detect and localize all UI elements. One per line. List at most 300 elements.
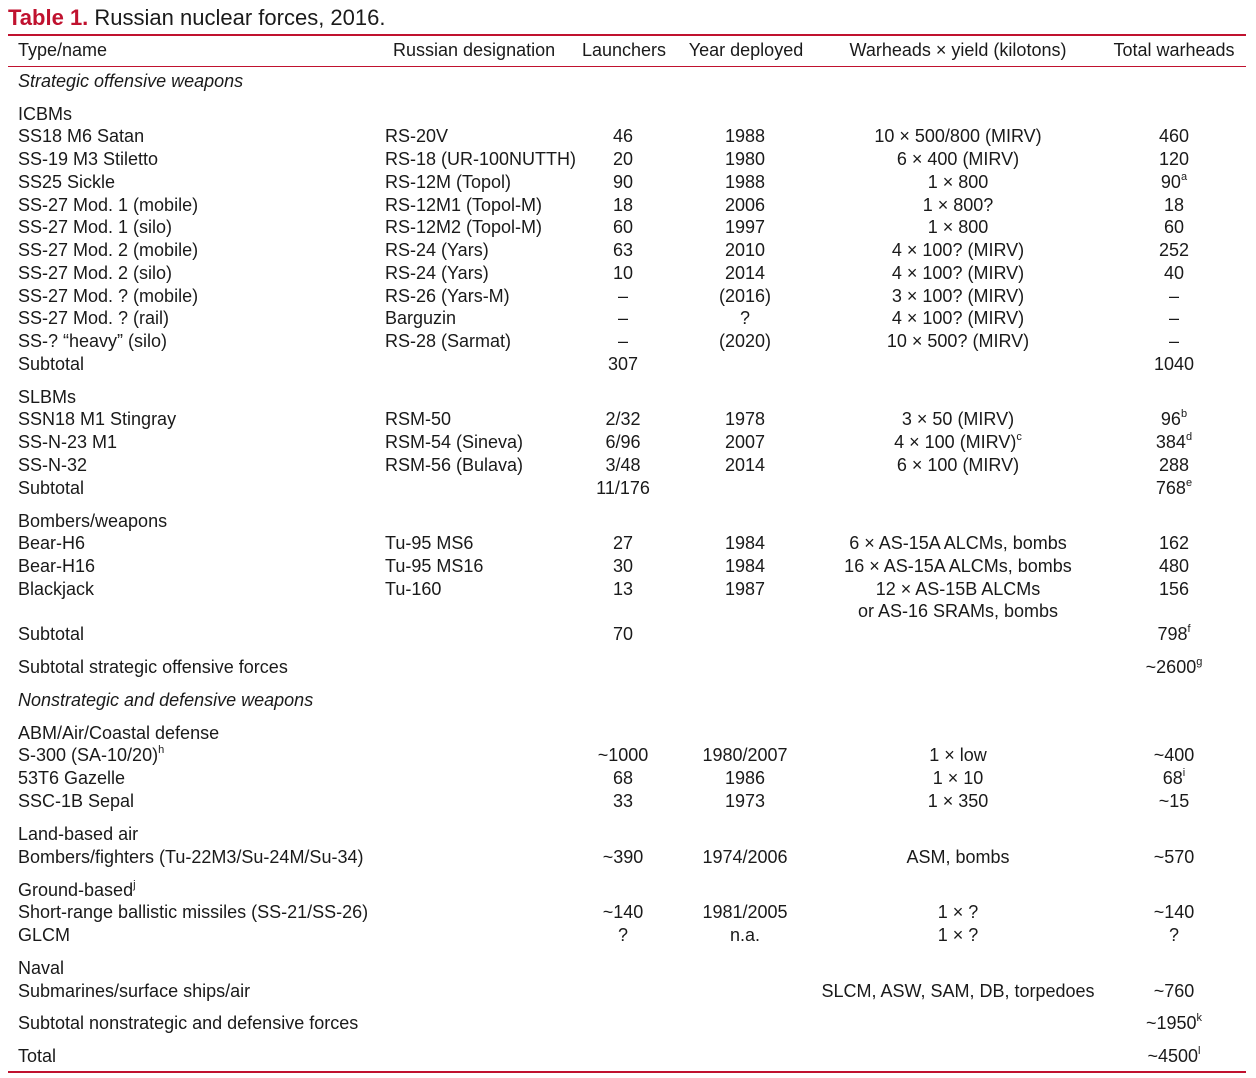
type-cell — [18, 386, 76, 409]
year-cell — [725, 408, 765, 431]
designation-cell — [385, 125, 448, 148]
year-cell-text: n.a. — [729, 925, 761, 945]
warheads-cell-text: 1 × 800? — [922, 195, 994, 215]
year-cell-text: 2007 — [724, 432, 766, 452]
launchers-cell-text: 30 — [612, 556, 634, 576]
total-cell-text: 460 — [1158, 126, 1190, 146]
designation-cell — [385, 578, 441, 601]
designation-cell-text: Tu-160 — [385, 579, 442, 599]
designation-cell — [385, 239, 489, 262]
warheads-cell — [938, 901, 979, 924]
year-cell — [725, 790, 765, 813]
column-header-total-warheads: Total warheads — [1113, 40, 1235, 60]
total-cell — [1154, 353, 1194, 376]
total-cell-text: – — [1168, 308, 1180, 328]
type-cell — [18, 744, 164, 767]
year-cell — [725, 239, 765, 262]
type-cell — [18, 790, 134, 813]
type-cell — [18, 510, 167, 533]
type-cell-text: Bear-H16 — [18, 556, 96, 576]
warheads-cell-text: 16 × AS-15A ALCMs, bombs — [844, 556, 1072, 576]
table-row — [0, 532, 1256, 555]
launchers-cell-text: 11/176 — [596, 478, 650, 498]
type-cell-text: Strategic offensive weapons — [18, 71, 244, 91]
type-cell — [18, 823, 138, 846]
table-row — [0, 262, 1256, 285]
total-cell-text: ~400 — [1153, 745, 1195, 765]
launchers-cell-text: 60 — [612, 217, 634, 237]
year-cell — [725, 216, 765, 239]
table-row — [0, 1012, 1256, 1035]
launchers-cell — [613, 148, 633, 171]
launchers-cell-text: ~1000 — [597, 745, 649, 765]
launchers-cell — [613, 623, 633, 646]
total-cell-text: 60 — [1163, 217, 1185, 237]
year-cell — [725, 578, 765, 601]
total-cell-text: 252 — [1158, 240, 1190, 260]
total-cell — [1159, 555, 1189, 578]
launchers-cell — [605, 431, 640, 454]
table-row — [0, 454, 1256, 477]
type-cell — [18, 924, 70, 947]
total-cell — [1159, 239, 1189, 262]
year-cell-text: ? — [739, 308, 751, 328]
warheads-cell-text: 12 × AS-15B ALCMs — [875, 579, 1041, 599]
type-cell-text: SS-27 Mod. 2 (mobile) — [18, 240, 199, 260]
total-cell — [1169, 924, 1179, 947]
type-cell — [18, 722, 219, 745]
launchers-cell — [603, 901, 644, 924]
type-cell-text: Nonstrategic and defensive weapons — [18, 690, 314, 710]
total-cell — [1154, 744, 1195, 767]
designation-cell — [385, 216, 542, 239]
type-cell — [18, 148, 158, 171]
total-cell-text: ~15 — [1158, 791, 1190, 811]
table-row — [0, 239, 1256, 262]
total-cell-text: 162 — [1158, 533, 1190, 553]
warheads-cell-text: 1 × 800 — [927, 217, 989, 237]
year-cell — [702, 744, 787, 767]
type-cell — [18, 307, 169, 330]
type-cell — [18, 70, 243, 93]
year-cell — [725, 555, 765, 578]
designation-cell-text: RS-12M (Topol) — [385, 172, 512, 192]
warheads-cell — [902, 408, 1014, 431]
table-row — [0, 125, 1256, 148]
total-cell-text: 120 — [1158, 149, 1190, 169]
type-cell-text: SS-27 Mod. ? (mobile) — [18, 286, 199, 306]
launchers-cell-text: 33 — [612, 791, 634, 811]
type-cell — [18, 532, 85, 555]
type-cell-text: Land-based air — [18, 824, 139, 844]
type-cell — [18, 846, 363, 869]
table-row — [0, 790, 1256, 813]
total-cell — [1156, 477, 1192, 500]
year-cell-text: (2016) — [718, 286, 772, 306]
year-cell-text: 1986 — [724, 768, 766, 788]
type-cell-text: SS-N-23 M1 — [18, 432, 118, 452]
type-cell-text: SS-N-32 — [18, 455, 88, 475]
designation-cell-text: Tu-95 MS16 — [385, 556, 484, 576]
warheads-cell-text: 4 × 100? (MIRV) — [891, 308, 1025, 328]
type-cell — [18, 454, 87, 477]
warheads-cell-text: ASM, bombs — [906, 847, 1010, 867]
warheads-cell — [892, 262, 1024, 285]
warheads-cell — [894, 431, 1022, 454]
type-cell — [18, 353, 84, 376]
total-cell-text: – — [1168, 286, 1180, 306]
warheads-cell — [892, 307, 1024, 330]
group-heading-row — [0, 823, 1256, 846]
launchers-cell-text: 13 — [612, 579, 634, 599]
table-row — [0, 477, 1256, 500]
warheads-cell — [933, 767, 984, 790]
group-heading-row — [0, 879, 1256, 902]
group-heading-row — [0, 386, 1256, 409]
year-cell — [725, 125, 765, 148]
designation-cell-text: Barguzin — [385, 308, 457, 328]
type-cell-text: SS25 Sickle — [18, 172, 116, 192]
warheads-cell-text: 1 × low — [929, 745, 987, 765]
launchers-cell — [613, 532, 633, 555]
type-cell — [18, 408, 176, 431]
type-cell-text: SSC-1B Sepal — [18, 791, 135, 811]
total-cell — [1157, 623, 1190, 646]
table-row — [0, 353, 1256, 376]
designation-cell-text: RS-28 (Sarmat) — [385, 331, 512, 351]
year-cell — [725, 148, 765, 171]
launchers-cell-text: 68 — [612, 768, 634, 788]
warheads-cell — [887, 330, 1029, 353]
launchers-cell-text: 90 — [612, 172, 634, 192]
launchers-cell-text: 27 — [612, 533, 634, 553]
launchers-cell — [613, 125, 633, 148]
launchers-cell-text: 2/32 — [605, 409, 641, 429]
warheads-cell-text: 10 × 500/800 (MIRV) — [874, 126, 1042, 146]
table-row — [0, 408, 1256, 431]
type-cell — [18, 623, 84, 646]
warheads-cell-text: 4 × 100? (MIRV) — [891, 263, 1025, 283]
year-cell-text: 1980 — [724, 149, 766, 169]
year-cell-text: 1981/2005 — [702, 902, 788, 922]
total-cell-text: 384 — [1155, 432, 1186, 452]
warheads-cell — [928, 790, 989, 813]
launchers-cell — [605, 454, 640, 477]
total-cell — [1154, 846, 1195, 869]
section-heading-row — [0, 70, 1256, 93]
table-row — [0, 600, 1256, 623]
launchers-cell-text: 6/96 — [605, 432, 641, 452]
total-cell — [1163, 767, 1185, 790]
type-cell-text: 53T6 Gazelle — [18, 768, 126, 788]
type-cell-text: SS-? “heavy” (silo) — [18, 331, 168, 351]
total-cell — [1164, 216, 1184, 239]
total-cell-text: ~140 — [1153, 902, 1195, 922]
type-cell-text: Ground-based — [18, 880, 134, 900]
total-cell-text: ~2600 — [1145, 657, 1197, 677]
warheads-cell-text: SLCM, ASW, SAM, DB, torpedoes — [821, 981, 1095, 1001]
type-cell-text: SLBMs — [18, 387, 77, 407]
total-cell-text: 90 — [1160, 172, 1181, 192]
type-cell — [18, 125, 144, 148]
total-cell — [1169, 307, 1179, 330]
type-cell — [18, 330, 167, 353]
designation-cell — [385, 330, 511, 353]
type-cell-text: SSN18 M1 Stingray — [18, 409, 177, 429]
table-caption — [8, 4, 385, 32]
table-row — [0, 623, 1256, 646]
warheads-cell-text: 10 × 500? (MIRV) — [886, 331, 1030, 351]
designation-cell-text: RS-20V — [385, 126, 449, 146]
group-heading-row — [0, 957, 1256, 980]
total-cell — [1154, 980, 1195, 1003]
warheads-cell — [938, 924, 979, 947]
designation-cell-text: Tu-95 MS6 — [385, 533, 474, 553]
type-cell-text: Subtotal — [18, 354, 85, 374]
column-header-launchers: Launchers — [581, 40, 667, 60]
year-cell-text: 2010 — [724, 240, 766, 260]
type-cell — [18, 689, 313, 712]
total-cell-text: 18 — [1163, 195, 1185, 215]
total-cell — [1164, 262, 1184, 285]
table-row — [0, 285, 1256, 308]
year-cell-text: 1974/2006 — [702, 847, 788, 867]
footnote-marker: j — [133, 879, 136, 891]
footnote-marker: d — [1185, 431, 1193, 443]
launchers-cell-text: 46 — [612, 126, 634, 146]
type-cell — [18, 656, 288, 679]
table-row — [0, 656, 1256, 679]
designation-cell — [385, 262, 489, 285]
type-cell — [18, 239, 198, 262]
type-cell-text: Subtotal strategic offensive forces — [18, 657, 288, 677]
table-row — [0, 307, 1256, 330]
designation-cell-text: RSM-50 — [385, 409, 452, 429]
type-cell — [18, 1045, 56, 1068]
type-cell — [18, 194, 198, 217]
warheads-cell — [892, 239, 1024, 262]
warheads-cell-text: 6 × 400 (MIRV) — [896, 149, 1020, 169]
column-header-warheads-yield: Warheads × yield (kilotons) — [849, 40, 1067, 60]
type-cell-text: Blackjack — [18, 579, 95, 599]
footnote-marker: f — [1187, 623, 1191, 635]
type-cell — [18, 285, 198, 308]
designation-cell — [385, 555, 483, 578]
launchers-cell-text: 307 — [607, 354, 639, 374]
year-cell-text: 1978 — [724, 409, 766, 429]
type-cell-text: SS18 M6 Satan — [18, 126, 145, 146]
total-cell-text: 68 — [1162, 768, 1183, 788]
warheads-cell-text: 1 × ? — [937, 902, 979, 922]
launchers-cell — [618, 285, 628, 308]
type-cell — [18, 555, 95, 578]
designation-cell — [385, 431, 523, 454]
warheads-cell-text: 6 × 100 (MIRV) — [896, 455, 1020, 475]
year-cell-text: (2020) — [718, 331, 772, 351]
type-cell — [18, 262, 172, 285]
table-row — [0, 216, 1256, 239]
type-cell-text: SS-27 Mod. ? (rail) — [18, 308, 170, 328]
total-cell — [1154, 901, 1195, 924]
launchers-cell — [613, 555, 633, 578]
designation-cell-text: RS-24 (Yars) — [385, 263, 489, 283]
designation-cell-text: RS-12M2 (Topol-M) — [385, 217, 543, 237]
warheads-cell-text: 1 × 10 — [932, 768, 984, 788]
footnote-marker: l — [1198, 1045, 1201, 1057]
warheads-cell-text: 1 × 350 — [927, 791, 989, 811]
launchers-cell — [605, 408, 640, 431]
year-cell — [725, 171, 765, 194]
designation-cell — [385, 307, 456, 330]
total-cell — [1159, 454, 1189, 477]
total-cell — [1156, 431, 1192, 454]
launchers-cell — [618, 924, 628, 947]
year-cell — [702, 901, 787, 924]
launchers-cell-text: 20 — [612, 149, 634, 169]
launchers-cell — [613, 262, 633, 285]
type-cell-text: S-300 (SA-10/20) — [18, 745, 159, 765]
type-cell — [18, 477, 84, 500]
launchers-cell-text: ~140 — [602, 902, 644, 922]
column-header-type: Type/name — [18, 40, 108, 60]
launchers-cell — [618, 307, 628, 330]
total-cell-text: 480 — [1158, 556, 1190, 576]
table-row — [0, 194, 1256, 217]
designation-cell-text: RS-12M1 (Topol-M) — [385, 195, 543, 215]
warheads-cell — [876, 578, 1041, 601]
warheads-cell — [928, 171, 989, 194]
footnote-marker: b — [1180, 408, 1188, 420]
warheads-cell — [928, 216, 989, 239]
total-cell-text: 96 — [1160, 409, 1181, 429]
warheads-cell-text: 4 × 100 (MIRV) — [894, 432, 1017, 452]
group-heading-row — [0, 722, 1256, 745]
table-row — [0, 171, 1256, 194]
type-cell — [18, 957, 64, 980]
year-cell-text: 1973 — [724, 791, 766, 811]
year-cell — [725, 532, 765, 555]
launchers-cell-text: 63 — [612, 240, 634, 260]
warheads-cell-text: 1 × 800 — [927, 172, 989, 192]
type-cell — [18, 980, 250, 1003]
type-cell-text: Naval — [18, 958, 65, 978]
warheads-cell-text: 1 × ? — [937, 925, 979, 945]
total-cell — [1164, 194, 1184, 217]
type-cell-text: Submarines/surface ships/air — [18, 981, 251, 1001]
designation-cell-text: RS-26 (Yars-M) — [385, 286, 510, 306]
table-row — [0, 555, 1256, 578]
type-cell-text: SS-19 M3 Stiletto — [18, 149, 159, 169]
year-cell — [725, 194, 765, 217]
year-cell — [725, 262, 765, 285]
warheads-cell — [821, 980, 1094, 1003]
total-cell-text: 40 — [1163, 263, 1185, 283]
launchers-cell — [618, 330, 628, 353]
year-cell — [725, 767, 765, 790]
launchers-cell-text: ~390 — [602, 847, 644, 867]
footnote-marker: a — [1180, 171, 1188, 183]
launchers-cell-text: – — [617, 286, 629, 306]
table-row — [0, 924, 1256, 947]
total-cell-text: – — [1168, 331, 1180, 351]
type-cell — [18, 103, 72, 126]
launchers-cell-text: 10 — [612, 263, 634, 283]
year-cell-text: 1984 — [724, 533, 766, 553]
type-cell — [18, 216, 172, 239]
year-cell-text: 1987 — [724, 579, 766, 599]
total-cell-text: ~570 — [1153, 847, 1195, 867]
type-cell — [18, 431, 117, 454]
table-header — [0, 38, 1256, 62]
launchers-cell-text: 18 — [612, 195, 634, 215]
launchers-cell-text: – — [617, 331, 629, 351]
launchers-cell — [613, 194, 633, 217]
type-cell-text: Short-range ballistic missiles (SS-21/SS-26) — [18, 902, 369, 922]
total-cell — [1169, 330, 1179, 353]
year-cell-text: 1984 — [724, 556, 766, 576]
year-cell — [719, 285, 771, 308]
launchers-cell — [608, 353, 638, 376]
year-cell-text: 2014 — [724, 455, 766, 475]
table-row — [0, 980, 1256, 1003]
type-cell-text: GLCM — [18, 925, 71, 945]
launchers-cell — [613, 171, 633, 194]
type-cell-text: Subtotal — [18, 624, 85, 644]
launchers-cell — [596, 477, 650, 500]
type-cell-text: ABM/Air/Coastal defense — [18, 723, 220, 743]
type-cell-text: ICBMs — [18, 104, 72, 124]
table-row — [0, 431, 1256, 454]
total-cell-text: ~1950 — [1145, 1013, 1197, 1033]
designation-cell-text: RS-24 (Yars) — [385, 240, 489, 260]
designation-cell — [385, 194, 542, 217]
total-cell — [1159, 125, 1189, 148]
warheads-cell-text: 3 × 50 (MIRV) — [901, 409, 1015, 429]
total-cell-text: 768 — [1155, 478, 1186, 498]
type-cell — [18, 901, 368, 924]
year-cell — [740, 307, 750, 330]
designation-cell — [385, 171, 511, 194]
footnote-marker: k — [1196, 1012, 1203, 1024]
launchers-cell — [613, 767, 633, 790]
launchers-cell-text: ? — [617, 925, 629, 945]
warheads-cell-text: 4 × 100? (MIRV) — [891, 240, 1025, 260]
table-title: Russian nuclear forces, 2016. — [94, 5, 386, 30]
warheads-cell — [892, 285, 1024, 308]
year-cell — [719, 330, 771, 353]
warheads-cell-text: 3 × 100? (MIRV) — [891, 286, 1025, 306]
table-row — [0, 846, 1256, 869]
year-cell-text: 1980/2007 — [702, 745, 788, 765]
launchers-cell-text: 70 — [612, 624, 634, 644]
warheads-cell — [897, 148, 1019, 171]
designation-cell — [385, 532, 473, 555]
total-cell — [1159, 578, 1189, 601]
type-cell — [18, 767, 125, 790]
designation-cell — [385, 148, 576, 171]
table-row — [0, 330, 1256, 353]
column-header-designation: Russian designation — [393, 40, 556, 60]
total-cell — [1169, 285, 1179, 308]
year-cell — [702, 846, 787, 869]
year-cell-text: 2006 — [724, 195, 766, 215]
section-heading-row — [0, 689, 1256, 712]
warheads-cell — [897, 454, 1019, 477]
total-cell — [1146, 656, 1203, 679]
total-cell — [1161, 171, 1187, 194]
designation-cell-text: RS-18 (UR-100NUTTH) — [385, 149, 577, 169]
bottom-rule — [8, 1071, 1246, 1073]
